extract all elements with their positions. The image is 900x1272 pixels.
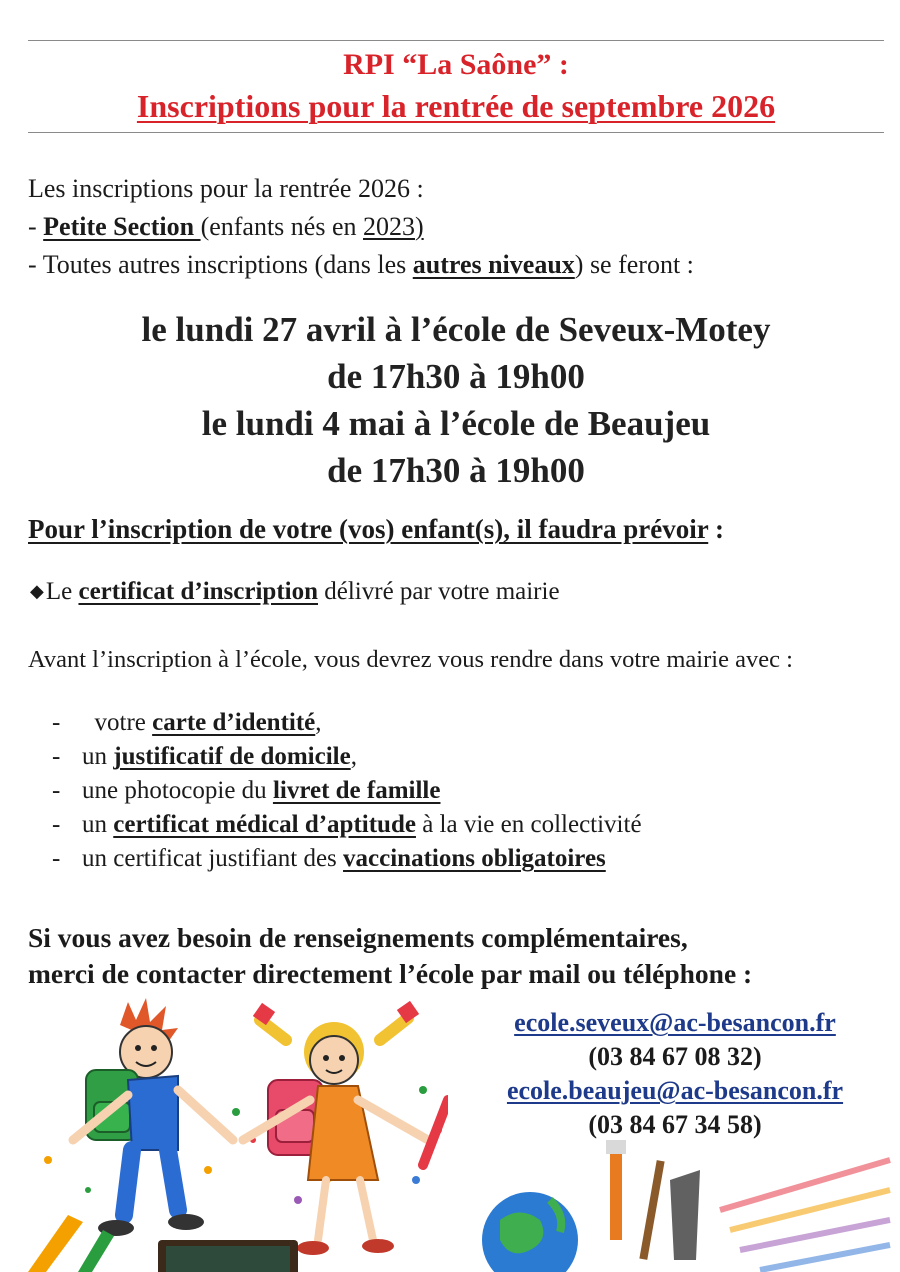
- other-prefix: - Toutes autres inscriptions (dans les: [28, 250, 413, 279]
- title-rule: [28, 132, 884, 133]
- requirements-colon: :: [708, 514, 724, 544]
- item-pre: un: [82, 743, 114, 770]
- item-doc: justificatif de domicile: [113, 743, 351, 770]
- date-beaujeu: le lundi 4 mai à l’école de Beaujeu: [201, 404, 711, 443]
- cert-suffix: délivré par votre mairie: [318, 578, 560, 605]
- dash: -: [52, 777, 61, 804]
- dash: -: [52, 811, 61, 838]
- documents-list: [52, 706, 642, 876]
- info-line2: merci de contacter directement l’école par mail ou téléphone :: [28, 958, 753, 989]
- requirements-heading-text: Pour l’inscription de votre (vos) enfant(s), il faudra prévoir: [28, 514, 709, 544]
- time-beaujeu: de 17h30 à 19h00: [327, 451, 585, 490]
- list-item: [52, 808, 642, 842]
- ps-birth-year: 2023: [363, 212, 415, 241]
- other-suffix: ) se feront :: [574, 250, 694, 279]
- requirements-heading: [28, 514, 724, 545]
- dash: -: [52, 743, 61, 770]
- other-levels-line: [28, 246, 694, 284]
- dash: -: [52, 709, 61, 736]
- item-post: à la vie en collectivité: [415, 811, 642, 838]
- boy-figure: [73, 998, 233, 1236]
- page-title-line2: Inscriptions pour la rentrée de septembre 2026: [136, 88, 776, 124]
- page-title-line1: RPI “La Saône” :: [343, 48, 569, 81]
- email-beaujeu-link[interactable]: ecole.beaujeu@ac-besancon.fr: [506, 1076, 844, 1105]
- school-supplies-illustration: [470, 1120, 900, 1272]
- phone-beaujeu: (03 84 67 34 58): [588, 1110, 762, 1139]
- other-levels-label: autres niveaux: [412, 250, 575, 279]
- ps-paren-close: ): [415, 212, 424, 241]
- certificate-line: [30, 578, 560, 606]
- contact-info-text: [28, 920, 752, 992]
- date-seveux: le lundi 27 avril à l’école de Seveux-Motey: [141, 310, 771, 349]
- cert-prefix: Le: [45, 578, 79, 605]
- list-item: [52, 774, 642, 808]
- dash: -: [28, 212, 44, 241]
- item-pre: un: [82, 811, 114, 838]
- certificate-label: certificat d’inscription: [78, 578, 318, 605]
- intro-line: Les inscriptions pour la rentrée 2026 :: [28, 174, 424, 203]
- diamond-bullet-icon: ◆: [30, 581, 44, 601]
- item-pre: un certificat justifiant des: [82, 845, 344, 872]
- children-illustration: [28, 990, 448, 1272]
- mairie-instructions: Avant l’inscription à l’école, vous devrez vous rendre dans votre mairie avec :: [28, 646, 793, 673]
- registration-dates: [28, 306, 884, 494]
- top-rule: [28, 40, 884, 41]
- intro-block: [28, 170, 694, 284]
- item-post: ,: [350, 743, 357, 770]
- list-item: [52, 842, 642, 876]
- item-doc: livret de famille: [272, 777, 441, 804]
- petite-section-line: [28, 208, 694, 246]
- item-pre: votre: [82, 709, 153, 736]
- list-item: [52, 740, 642, 774]
- girl-figure: [243, 1001, 448, 1255]
- item-doc: carte d’identité: [152, 709, 316, 736]
- email-seveux-link[interactable]: ecole.seveux@ac-besancon.fr: [514, 1008, 836, 1037]
- globe-icon: [482, 1192, 578, 1272]
- dash: -: [52, 845, 61, 872]
- list-item: [52, 706, 642, 740]
- ps-paren-open: (enfants nés en: [200, 212, 363, 241]
- time-seveux: de 17h30 à 19h00: [327, 357, 585, 396]
- item-post: ,: [315, 709, 322, 736]
- info-line1: Si vous avez besoin de renseignements complémentaires,: [28, 922, 688, 953]
- phone-seveux: (03 84 67 08 32): [588, 1042, 762, 1071]
- item-doc: vaccinations obligatoires: [343, 845, 606, 872]
- item-pre: une photocopie du: [82, 777, 273, 804]
- item-doc: certificat médical d’aptitude: [113, 811, 416, 838]
- petite-section-label: Petite Section: [43, 212, 201, 241]
